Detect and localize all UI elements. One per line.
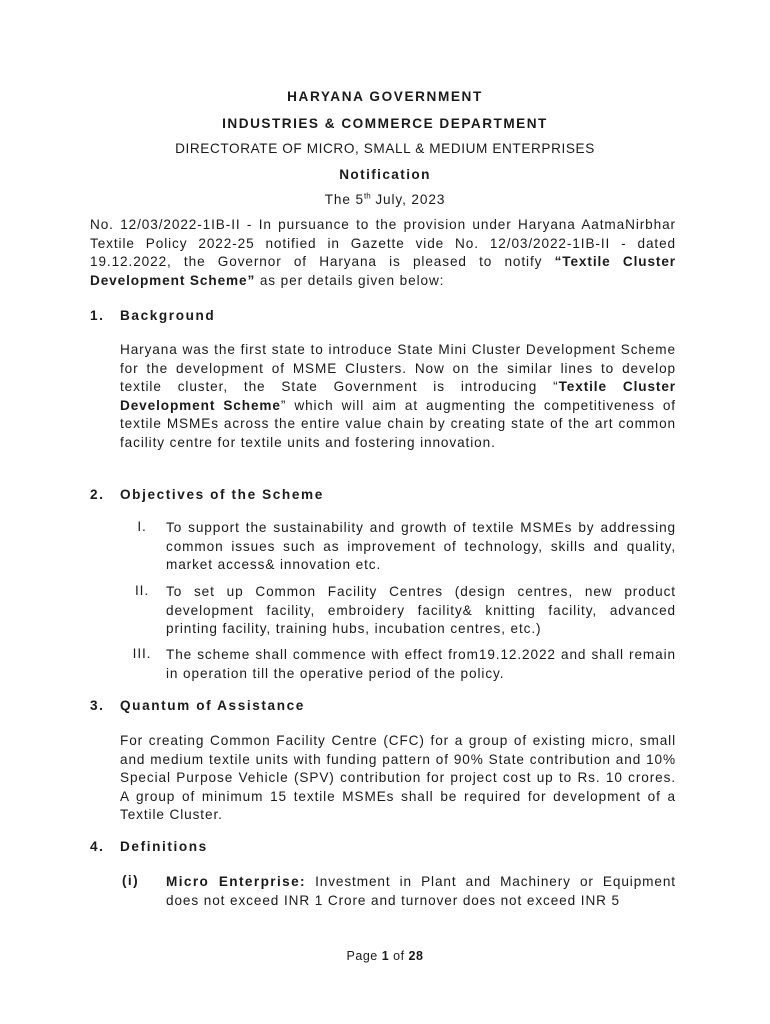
objective-item: To support the sustainability and growth of textile MSMEs by addressing common issues such as improvement of technology, skills and quality, market access& innovation etc. (166, 520, 676, 573)
intro-paragraph: No. 12/03/2022-1IB-II - In pursuance to the provision under Haryana AatmaNirbhar Textile Policy 2022-25 notified in Gazette vide No. 12/03/2022-1IB-II - dated 19.12.2022, the Governor of Haryana is pleased to notify “Textile Cluster Development Scheme” as per details given below: (90, 217, 676, 288)
objective-item: The scheme shall commence with effect from19.12.2022 and shall remain in operation till the operative period of the policy. (166, 647, 676, 681)
header-directorate: DIRECTORATE OF MICRO, SMALL & MEDIUM ENTERPRISES (175, 141, 595, 156)
section-heading-background: 1. Background (90, 308, 216, 323)
notification-title: Notification (339, 167, 431, 182)
notification-date: The 5th July, 2023 (324, 191, 446, 207)
objective-numeral: II. (134, 583, 150, 598)
background-paragraph: Haryana was the first state to introduce State Mini Cluster Development Scheme for the development of MSME Clusters. Now on the similar lines to develop textile cluster, the State Government is introducing “Textile Cluster Development Scheme” which will aim at augmenting the competitiveness of textile MSMEs across the entire value chain by creating state of the art common facility centre for textile units and fostering innovation. (120, 342, 676, 450)
definition-label: (i) (122, 873, 140, 888)
assistance-paragraph: For creating Common Facility Centre (CFC) for a group of existing micro, small and medium textile units with funding pattern of 90% State contribution and 10% Special Purpose Vehicle (SPV) contribution for project cost up to Rs. 10 crores. A group of minimum 15 textile MSMEs shall be required for development of a Textile Cluster. (120, 733, 676, 823)
section-heading-objectives: 2. Objectives of the Scheme (90, 487, 324, 502)
definition-item: Micro Enterprise: Investment in Plant and Machinery or Equipment does not exceed INR 1 Crore and turnover does not exceed INR 5 (166, 874, 676, 908)
header-government: HARYANA GOVERNMENT (287, 89, 483, 104)
page-number: Page 1 of 28 (346, 949, 424, 963)
header-department: INDUSTRIES & COMMERCE DEPARTMENT (222, 116, 548, 131)
objective-numeral: III. (132, 646, 152, 661)
section-heading-definitions: 4. Definitions (90, 839, 208, 854)
section-heading-assistance: 3. Quantum of Assistance (90, 698, 305, 713)
objective-numeral: I. (137, 519, 147, 534)
objective-item: To set up Common Facility Centres (design centres, new product development facility, embroidery facility& knitting facility, advanced printing facility, training hubs, incubation centres, etc.) (166, 584, 676, 637)
